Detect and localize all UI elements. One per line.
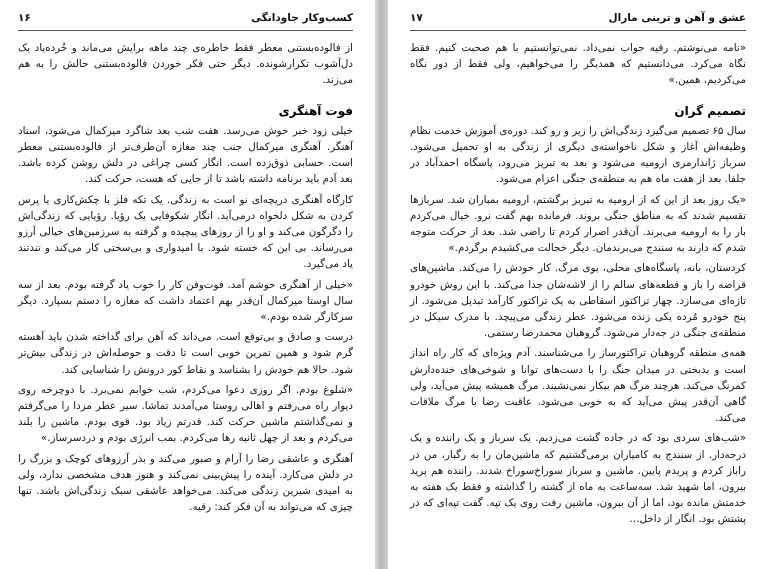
- quote-paragraph: «شب‌های سردی بود که در جاده گشت می‌زدیم. یک سرباز و یک راننده و یک درجه‌دار. از سنندج به کامیاران برمی‌گشتیم که ماشین‌مان را به رگبار، من در راباز کردم و پریدم پایین. ماشین و سرباز سوراخ‌سوراخ شدند. راننده هم پرید بیرون، اما شهید شد. سه‌ساعت به ماه از گشته را گذاشته و فقط یک هفته به خدمتش مانده بود، اما از آن بیرون، ماشین رفت روی یک تپه. گفت تپه‌ای که در پشتش بود. انگار از داخل…: [410, 432, 746, 526]
- page-header: [18, 12, 353, 28]
- running-title: عشق و آهن و ترینی مارال: [608, 12, 746, 24]
- body-paragraph: خیلی زود خبر خوش می‌رسد. هفت شب بعد شاگرد میرکمال می‌شود، استاد آهنگر. آهنگری میرکمال جنب چند مغازه آن‌طرف‌تر از فالوده‌بستنی معطر است. حسابی ذوق‌زده است. انگار کسی چراغی در دلش روشن کرده باشد. بعد آدم باید برنامه داشته باشد تا از جایی که هست، حرکت کند.: [18, 124, 353, 186]
- running-title: کسب‌وکار جاودانگی: [251, 12, 353, 24]
- page-body: [18, 40, 353, 519]
- section-heading: فوت آهنگری: [278, 103, 353, 118]
- body-paragraph: کارگاه آهنگری دریچه‌ای نو است به زندگی. یک تکه فلز با چکش‌کاری یا پرس کردن به شکل دلخواه درمی‌آید. انگار شکوفایی یک رؤیا. رؤیایی که زندگی‌اش را دگرگون می‌کند و او را از روزهای پیچیده و گرفته به سرزمین‌های خیالی آرزو می‌رساند. بی این که خسته شود. با امیدواری و بی‌سختی کار می‌کند و تندتند یاد می‌گیرد.: [18, 193, 353, 271]
- quote-paragraph: «خیلی از آهنگری خوشم آمد. فوت‌وفن کار را خوب یاد گرفته بودم. بعد از سه سال اوستا میرکمال آن‌قدر بهم اعتماد داشت که مغازه را دستم بسپارد. دیگر سرکارگر شده بودم.»: [18, 278, 353, 324]
- quote-paragraph: «یک روز بعد از این که از ارومیه به تبریز برگشتم، ارومیه بمباران شد. سربازها تقسیم شدند که به مناطق جنگی بروند. فرمانده بهم گفت نرو. خیال می‌کردم بار را به ارومیه می‌برند. آن‌قدر اصرار کردم تا راضی شد. بعد از حرکت متوجه شدم که دارند به سنندج می‌برندمان. دیگر خجالت می‌کشیدم برگردم.»: [410, 193, 746, 255]
- section-heading: تصمیم گران: [674, 103, 746, 118]
- quote-paragraph: «نامه می‌نوشتم. رقیه جواب نمی‌داد. نمی‌توانستیم با هم صحبت کنیم. فقط نگاه می‌کرد. می‌دانستیم که همدیگر را می‌خواهیم، ولی فقط از دور نگاه می‌کردیم، همین.»: [410, 42, 746, 87]
- book-gutter: [375, 0, 388, 569]
- body-paragraph: درست و صادق و بی‌توقع است. می‌داند که آهن برای گداخته شدن باید آهسته گرم شود و همین تمرین خوبی است تا دقت و حوصله‌اش در زندگی بیش‌تر شود. حالا هم خودش را بشناسد و نقاط کور درونش را شناسایی کند.: [18, 331, 353, 376]
- quote-paragraph: «شلوغ بودم. اگر روزی دعوا می‌کردم، شب خوابم نمی‌برد. با دوچرخه روی دیوار راه می‌رفتم و اهالی روستا می‌آمدند تماشا. سیر عطر مزدا را می‌گرفتم و نمی‌گذاشتم ماشین حرکت کند. قدرتم زیاد بود. قوی بودم. ماشین را بلند می‌کردم و بعد از چهل ثانیه رها می‌کردم. بمب انرژی بودم و دردسرساز.»: [18, 383, 353, 445]
- page-number: ۱۷: [410, 12, 423, 24]
- body-paragraph: همه‌ی منطقه گروهبان تراکتورساز را می‌شناسند. آدم ویژه‌ای که کار راه انداز است و بدبختی در میدان جنگ را با دست‌های توانا و شوخی‌های خنده‌دارش کمرنگ می‌کند. هرچند مرگ هم بیکار نمی‌نشیند. مرگ همیشه پیش می‌آید، ولی گاهی آن‌قدر پیش می‌آید که به خوبی می‌شود. عاقبت رضا با مرگ ملاقات می‌کند.: [410, 347, 746, 425]
- left-page: [0, 0, 375, 569]
- intro-paragraph: از فالوده‌بستنی معطر فقط خاطره‌ی چند ماهه برایش می‌ماند و خُرده‌یاد یک دل‌آشوب تکرارشونده. دیگر حتی فکر خوردن فالوده‌بستنی حالش را به هم می‌زند.: [18, 42, 353, 87]
- body-paragraph: کردستان، بانه، پاسگاه‌های محلی، بوی مرگ. کار خودش را می‌کند. ماشین‌های قراضه را باز و قطعه‌های سالم را از لاشه‌شان جدا می‌کند. با این روش خودرو تازه‌ای می‌سازد. چهار تراکتور اسقاطی به یک تراکتور کارآمد تبدیل می‌شود. از پنج خودرو مُرده یکی زنده می‌شود. عطر زندگی می‌پیچد. با مدرک سیکل در منطقه‌ی جنگی در جه‌دار می‌شود. گروهبان محمدرضا رستمی.: [410, 262, 746, 340]
- header-divider: [410, 30, 746, 31]
- body-paragraph: سال ۶۵ تصمیم می‌گیرد زندگی‌اش را زیر و رو کند. دوره‌ی آموزش خدمت نظام وظیفه‌اش آغاز و شکل ناخواسته‌ی دیگری از زندگی به او تحمیل می‌شود. سرباز ژاندارمری ارومیه می‌شود و بعد به تبریز می‌رود، پاسگاه احمدآباد در جلفا. بعد از هفت ماه هم به منطقه‌ی جنگی اعزام می‌شود.: [410, 124, 746, 186]
- page-number: ۱۶: [18, 12, 31, 24]
- page-body: [410, 40, 746, 532]
- body-paragraph: آهنگری و عاشقی رضا را آرام و صبور می‌کند و بذر آرزوهای کوچک و بزرگ را در دلش می‌کارد. آینده را پیش‌بینی نمی‌کند و هنوز هدف مشخصی ندارد، ولی به امیدی شیرین زندگی می‌کند. می‌خواهد عاشقی سبک زندگی‌اش باشد. تنها چیزی که می‌تواند به آن فکر کند: رقیه.: [18, 452, 353, 514]
- page-header: [410, 12, 746, 28]
- right-page: [388, 0, 768, 569]
- header-divider: [18, 30, 353, 31]
